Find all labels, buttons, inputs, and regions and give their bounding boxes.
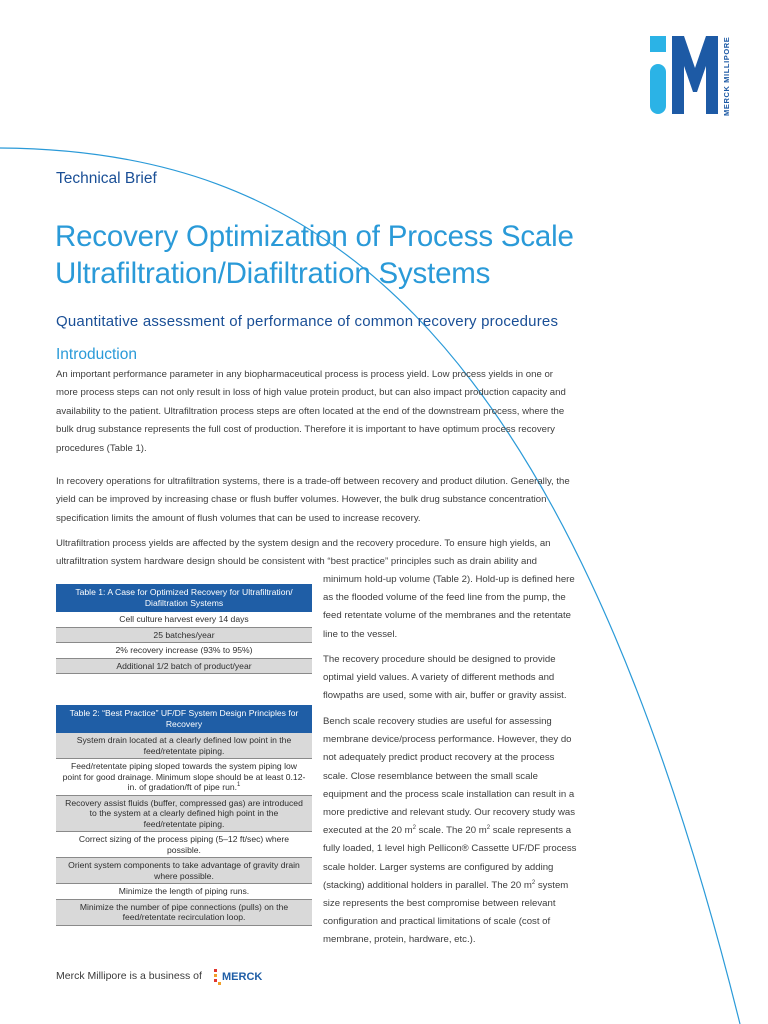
table-row: Minimize the length of piping runs. (56, 884, 312, 900)
table-row: Feed/retentate piping sloped towards the system piping low point for good drainage. Minimum slope should be at least 0.12-in. of gradation/ft of pipe run.$^1$ (56, 759, 312, 796)
intro-paragraph-1: An important performance parameter in any biopharmaceutical process is process yield. Low process yields in one or more process steps can not only result in loss of high value protein product, but can also impact production capacity and availability to the patient. Ultrafiltration process steps are often located at the end of the downstream process, where the bulk drug substance represents the full cost of production. Therefore it is important to have optimum process recovery procedures (Table 1). (56, 369, 566, 454)
table-row: Recovery assist fluids (buffer, compressed gas) are introduced to the system at a clearly defined high point in the feed/retentate piping. (56, 795, 312, 832)
merck-logo-word: MERCK (222, 971, 263, 983)
table-2 (56, 705, 312, 926)
document-type: Technical Brief (56, 170, 157, 187)
table-1-title: Table 1: A Case for Optimized Recovery for Ultrafiltration/ Diafiltration Systems (56, 584, 312, 612)
table-row: Orient system components to take advantage of gravity drain where possible. (56, 858, 312, 884)
merck-millipore-logo (650, 34, 724, 114)
right-paragraph-1: minimum hold-up volume (Table 2). Hold-up is defined here as the flooded volume of the feed line from the pump, the feed retentate volume of the membranes and the retentate line to the vessel. (323, 574, 575, 640)
table-row: System drain located at a clearly defined low point in the feed/retentate piping. (56, 733, 312, 759)
table-row: Additional 1/2 batch of product/year (56, 658, 312, 674)
table-row: Cell culture harvest every 14 days (56, 612, 312, 627)
merck-logo (212, 966, 272, 988)
page-title: Recovery Optimization of Process Scale Ultrafiltration/Diafiltration Systems (55, 220, 574, 290)
intro-paragraph-3: Ultrafiltration process yields are affected by the system design and the recovery procedure. To ensure high yields, an ultrafiltration system hardware design should be consistent with “best practice” principles such as drain ability and (56, 538, 551, 568)
table-row: Correct sizing of the process piping (5–12 ft/sec) where possible. (56, 832, 312, 858)
table-row: Minimize the number of pipe connections (pulls) on the feed/retentate recirculation loop. (56, 899, 312, 925)
intro-paragraph-2: In recovery operations for ultrafiltration systems, there is a trade-off between recovery and product dilution. Generally, the yield can be improved by increasing chase or flush buffer volumes. However, the bulk drug substance concentration specification limits the amount of flush volumes that can be used to increase recovery. (56, 476, 570, 524)
table-row: 25 batches/year (56, 627, 312, 643)
right-paragraph-2: The recovery procedure should be designed to provide optimal yield values. A variety of different methods and flowpaths are used, some with air, buffer or gravity assist. (323, 654, 567, 702)
footer-text: Merck Millipore is a business of (56, 970, 202, 982)
table-row: 2% recovery increase (93% to 95%) (56, 643, 312, 659)
logo-wordmark: MERCK MILLIPORE (722, 36, 731, 116)
right-paragraph-3: Bench scale recovery studies are useful for assessing membrane device/process performance. However, they do not adequately predict product recovery at the process scale. Close resemblance between the small scale equipment and the process scale installation can result in a more predictive and relevant study. Our recovery study was executed at the 20 $m^2$ scale. The 20 $m^2$ scale represents a fully loaded, 1 level high Pellicon® Cassette UF/DF process scale holder. Larger systems are configured by adding (stacking) additional holders in parallel. The 20 $m^2$ system size represents the best compromise between relevant configuration and practical limitations of scale (cost of membrane, protein, hardware, etc.). (323, 716, 577, 946)
table-2-title: Table 2: “Best Practice” UF/DF System Design Principles for Recovery (56, 705, 312, 733)
table-1 (56, 584, 312, 674)
page-subtitle: Quantitative assessment of performance of common recovery procedures (56, 313, 559, 330)
section-heading-introduction: Introduction (56, 346, 137, 363)
